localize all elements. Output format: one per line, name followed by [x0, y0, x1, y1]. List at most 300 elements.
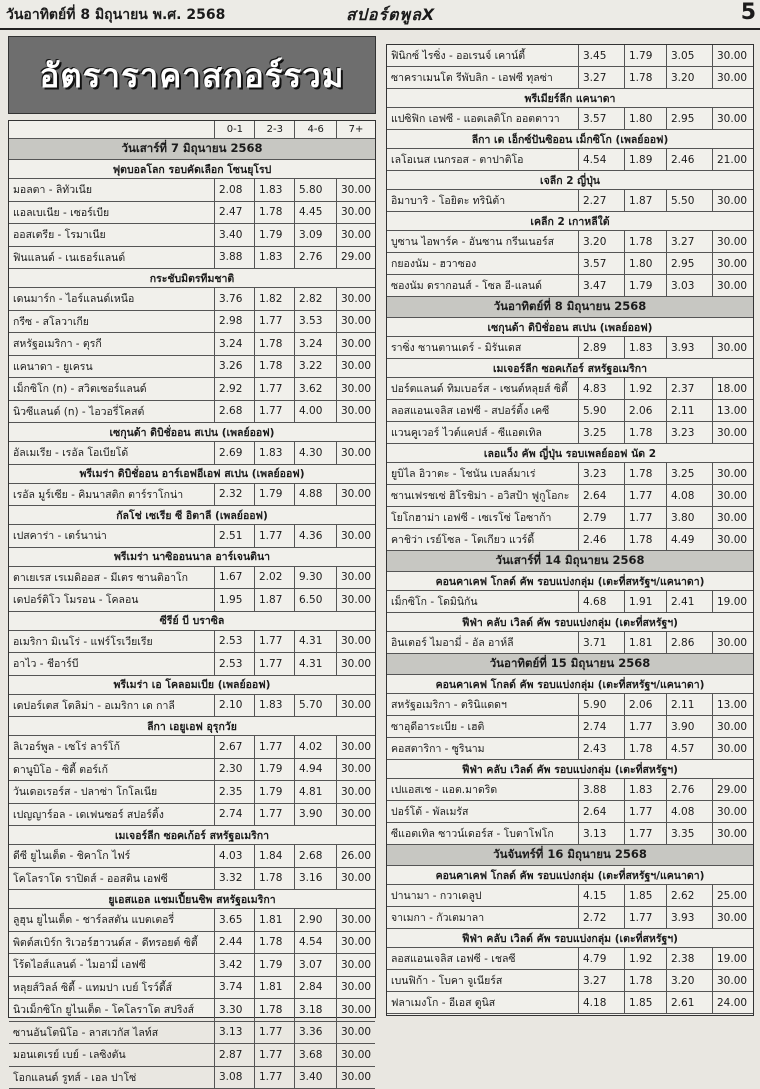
- odds-4-6: 2.62: [667, 885, 713, 906]
- odds-0-1: 4.83: [579, 378, 625, 399]
- match-name: มอลตา - ลิทัวเนีย: [9, 179, 215, 201]
- match-name: เรอัล มูร์เซีย - คิมนาสติก ตาร์ราโกน่า: [9, 484, 215, 506]
- table-row: [387, 190, 753, 212]
- odds-0-1: 5.90: [579, 694, 625, 715]
- odds-7-plus: 30.00: [713, 823, 753, 844]
- odds-2-3: 2.06: [625, 694, 667, 715]
- odds-0-1: 2.43: [579, 738, 625, 759]
- odds-7-plus: 30.00: [337, 202, 375, 224]
- odds-0-1: 2.46: [579, 529, 625, 550]
- odds-7-plus: 30.00: [713, 507, 753, 528]
- odds-7-plus: 21.00: [713, 149, 753, 170]
- table-row: [9, 653, 375, 676]
- table-row: [387, 275, 753, 297]
- column-header-row: [9, 121, 375, 139]
- competition-heading: คอนคาเคฟ โกลด์ คัพ รอบแบ่งกลุ่ม (เตะที่สหรัฐฯ/แคนาดา): [387, 572, 753, 591]
- odds-0-1: 1.95: [215, 589, 255, 611]
- odds-4-6: 3.80: [667, 507, 713, 528]
- match-name: ฟินแลนด์ - เนเธอร์แลนด์: [9, 247, 215, 269]
- match-name: ลอสแอนเจลิส เอฟซี - สปอร์ติ้ง เคซี: [387, 400, 579, 421]
- odds-4-6: 4.02: [295, 736, 337, 758]
- competition-heading: ซีรีย์ บี บราซิล: [9, 612, 375, 631]
- match-name: ยูบิไล อิวาตะ - โชนัน เบลล์มาเร่: [387, 463, 579, 484]
- table-row: [387, 485, 753, 507]
- match-name: เปญญาร์อล - เดเฟนซอร์ สปอร์ติ้ง: [9, 804, 215, 826]
- odds-7-plus: 30.00: [713, 108, 753, 129]
- odds-4-6: 4.00: [295, 401, 337, 423]
- match-name: โร้ดไอส์แลนด์ - ไมอามี่ เอฟซี: [9, 954, 215, 976]
- odds-2-3: 1.77: [255, 401, 295, 423]
- competition-heading: ยูเอสแอล แชมเปี้ยนชิพ สหรัฐอเมริกา: [9, 890, 375, 909]
- odds-7-plus: 30.00: [337, 631, 375, 653]
- competition-heading: ฟีฟ่า คลับ เวิลด์ คัพ รอบแบ่งกลุ่ม (เตะที่สหรัฐฯ): [387, 760, 753, 779]
- odds-7-plus: 30.00: [337, 999, 375, 1021]
- table-row: [387, 694, 753, 716]
- match-name: เปแอสเช - แอต.มาดริด: [387, 779, 579, 800]
- table-row: [9, 781, 375, 804]
- odds-7-plus: 30.00: [713, 275, 753, 296]
- odds-7-plus: 30.00: [713, 485, 753, 506]
- odds-2-3: 1.78: [255, 868, 295, 890]
- day-heading: วันเสาร์ที่ 7 มิถุนายน 2568: [9, 139, 375, 160]
- odds-0-1: 2.79: [579, 507, 625, 528]
- title-banner: [8, 36, 376, 114]
- table-row: [9, 977, 375, 1000]
- odds-2-3: 1.77: [255, 1067, 295, 1089]
- match-name: ปานามา - กวาเดลูป: [387, 885, 579, 906]
- match-name: ปอร์โต้ - พัลเมรัส: [387, 801, 579, 822]
- odds-0-1: 2.74: [215, 804, 255, 826]
- table-row: [9, 1067, 375, 1089]
- match-name: บูซาน ไอพาร์ค - อันซาน กรีนเนอร์ส: [387, 231, 579, 252]
- competition-heading: คอนคาเคฟ โกลด์ คัพ รอบแบ่งกลุ่ม (เตะที่สหรัฐฯ/แคนาดา): [387, 675, 753, 694]
- odds-4-6: 4.94: [295, 759, 337, 781]
- odds-2-3: 1.78: [625, 529, 667, 550]
- match-name: อินเตอร์ ไมอามี่ - อัล อาห์ลี: [387, 632, 579, 653]
- match-name: ปอร์ตแลนด์ ทิมเบอร์ส - เซนต์หลุยส์ ซิตี้: [387, 378, 579, 399]
- match-name: จาเมกา - กัวเตมาลา: [387, 907, 579, 928]
- odds-0-1: 2.67: [215, 736, 255, 758]
- odds-2-3: 1.78: [255, 999, 295, 1021]
- odds-7-plus: 18.00: [713, 378, 753, 399]
- odds-0-1: 4.68: [579, 591, 625, 612]
- odds-7-plus: 30.00: [713, 529, 753, 550]
- match-name: คาชิว่า เรย์โซล - โตเกียว แวร์ดี้: [387, 529, 579, 550]
- odds-4-6: 6.50: [295, 589, 337, 611]
- match-name: ดีซี ยูไนเต็ด - ชิคาโก ไฟร์: [9, 845, 215, 867]
- odds-0-1: 2.53: [215, 631, 255, 653]
- match-name: อัลเมเรีย - เรอัล โอเบียโด้: [9, 442, 215, 464]
- header-4-6: 4-6: [295, 121, 337, 138]
- odds-7-plus: 30.00: [337, 378, 375, 400]
- match-name: อาไว - ชีอาร์บี: [9, 653, 215, 675]
- match-name: แคนาดา - ยูเครน: [9, 356, 215, 378]
- match-name: สหรัฐอเมริกา - ตุรกี: [9, 333, 215, 355]
- odds-0-1: 3.57: [579, 108, 625, 129]
- odds-0-1: 4.18: [579, 992, 625, 1013]
- header-2-3: 2-3: [255, 121, 295, 138]
- odds-0-1: 2.74: [579, 716, 625, 737]
- odds-7-plus: 13.00: [713, 694, 753, 715]
- odds-7-plus: 30.00: [337, 356, 375, 378]
- odds-table-left: [8, 120, 376, 1018]
- odds-2-3: 1.84: [255, 845, 295, 867]
- match-name: มอนเตเรย์ เบย์ - เลซิงตัน: [9, 1044, 215, 1066]
- table-row: [387, 801, 753, 823]
- odds-2-3: 1.79: [255, 954, 295, 976]
- table-row: [387, 45, 753, 67]
- odds-4-6: 3.35: [667, 823, 713, 844]
- odds-4-6: 5.80: [295, 179, 337, 201]
- odds-4-6: 3.23: [667, 422, 713, 443]
- issue-date: วันอาทิตย์ที่ 8 มิถุนายน พ.ศ. 2568: [6, 4, 225, 26]
- odds-2-3: 1.78: [625, 970, 667, 991]
- match-name: กรีซ - สโลวาเกีย: [9, 311, 215, 333]
- odds-2-3: 1.85: [625, 992, 667, 1013]
- match-name: เปสคาร่า - เตร์นาน่า: [9, 525, 215, 547]
- odds-4-6: 3.22: [295, 356, 337, 378]
- odds-0-1: 3.76: [215, 288, 255, 310]
- match-name: ซานเฟรชเซ่ ฮิโรชิม่า - อวิสป้า ฟูกูโอกะ: [387, 485, 579, 506]
- odds-4-6: 3.93: [667, 907, 713, 928]
- odds-0-1: 2.47: [215, 202, 255, 224]
- match-name: เดปอร์เตส โตลิม่า - อเมริกา เด กาลี: [9, 695, 215, 717]
- odds-7-plus: 29.00: [713, 779, 753, 800]
- odds-7-plus: 30.00: [713, 67, 753, 88]
- odds-2-3: 1.77: [625, 716, 667, 737]
- table-row: [9, 567, 375, 590]
- odds-4-6: 3.90: [295, 804, 337, 826]
- table-row: [9, 589, 375, 612]
- table-row: [9, 484, 375, 507]
- odds-7-plus: 30.00: [713, 253, 753, 274]
- table-row: [387, 253, 753, 275]
- match-name: ราซิ่ง ซานตานเดร์ - มิรันเดส: [387, 337, 579, 358]
- odds-4-6: 3.20: [667, 67, 713, 88]
- competition-heading: เซกุนด้า ดิบิชั่ออน สเปน (เพลย์ออฟ): [387, 318, 753, 337]
- odds-2-3: 1.83: [625, 779, 667, 800]
- table-row: [9, 932, 375, 955]
- table-row: [387, 67, 753, 89]
- table-row: [387, 378, 753, 400]
- table-row: [387, 149, 753, 171]
- odds-2-3: 1.92: [625, 948, 667, 969]
- match-name: เม็กซิโก (n) - สวิตเซอร์แลนด์: [9, 378, 215, 400]
- odds-4-6: 3.53: [295, 311, 337, 333]
- odds-4-6: 2.84: [295, 977, 337, 999]
- odds-7-plus: 30.00: [713, 907, 753, 928]
- odds-7-plus: 30.00: [337, 868, 375, 890]
- odds-0-1: 2.89: [579, 337, 625, 358]
- odds-2-3: 1.83: [255, 442, 295, 464]
- match-name: สหรัฐอเมริกา - ตรินิแดดฯ: [387, 694, 579, 715]
- odds-2-3: 1.78: [625, 422, 667, 443]
- match-name: ลิเวอร์พูล - เซโร่ ลาร์โก้: [9, 736, 215, 758]
- match-name: ซีแอตเทิล ซาวน์เดอร์ส - โบตาโฟโก: [387, 823, 579, 844]
- odds-4-6: 2.68: [295, 845, 337, 867]
- odds-7-plus: 30.00: [337, 1022, 375, 1044]
- table-row: [387, 591, 753, 613]
- odds-7-plus: 30.00: [337, 977, 375, 999]
- table-row: [9, 759, 375, 782]
- table-row: [9, 631, 375, 654]
- odds-4-6: 3.36: [295, 1022, 337, 1044]
- competition-heading: เคลีก 2 เกาหลีใต้: [387, 212, 753, 231]
- odds-0-1: 4.54: [579, 149, 625, 170]
- competition-heading: เมเจอร์ลีก ซอคเก้อร์ สหรัฐอเมริกา: [9, 826, 375, 845]
- odds-0-1: 3.13: [215, 1022, 255, 1044]
- table-row: [9, 909, 375, 932]
- odds-4-6: 3.62: [295, 378, 337, 400]
- odds-2-3: 1.83: [255, 179, 295, 201]
- odds-0-1: 3.32: [215, 868, 255, 890]
- odds-0-1: 4.03: [215, 845, 255, 867]
- odds-0-1: 2.30: [215, 759, 255, 781]
- match-name: หลุยส์วิลล์ ซิตี้ - แทมปา เบย์ โรว์ดี้ส์: [9, 977, 215, 999]
- odds-0-1: 2.64: [579, 801, 625, 822]
- odds-0-1: 2.87: [215, 1044, 255, 1066]
- competition-heading: ฟีฟ่า คลับ เวิลด์ คัพ รอบแบ่งกลุ่ม (เตะที่สหรัฐฯ): [387, 929, 753, 948]
- day-heading: วันอาทิตย์ที่ 15 มิถุนายน 2568: [387, 654, 753, 675]
- odds-7-plus: 30.00: [337, 288, 375, 310]
- odds-7-plus: 30.00: [337, 1044, 375, 1066]
- table-row: [387, 948, 753, 970]
- odds-4-6: 4.30: [295, 442, 337, 464]
- odds-7-plus: 30.00: [337, 1067, 375, 1089]
- odds-2-3: 1.87: [625, 190, 667, 211]
- page-header: [0, 0, 760, 30]
- odds-0-1: 3.40: [215, 224, 255, 246]
- odds-2-3: 1.82: [255, 288, 295, 310]
- match-name: ลอสแอนเจลิส เอฟซี - เชลซี: [387, 948, 579, 969]
- table-row: [387, 907, 753, 929]
- odds-0-1: 3.47: [579, 275, 625, 296]
- odds-0-1: 3.23: [579, 463, 625, 484]
- odds-4-6: 3.93: [667, 337, 713, 358]
- table-row: [9, 804, 375, 827]
- odds-4-6: 5.70: [295, 695, 337, 717]
- table-row: [9, 224, 375, 247]
- odds-4-6: 3.68: [295, 1044, 337, 1066]
- odds-2-3: 1.91: [625, 591, 667, 612]
- table-row: [9, 954, 375, 977]
- match-name: ฟลาเมงโก - อีเอส ตูนิส: [387, 992, 579, 1013]
- odds-7-plus: 30.00: [337, 695, 375, 717]
- table-row: [387, 529, 753, 551]
- odds-4-6: 3.18: [295, 999, 337, 1021]
- table-row: [9, 179, 375, 202]
- odds-0-1: 2.92: [215, 378, 255, 400]
- odds-7-plus: 30.00: [337, 653, 375, 675]
- odds-0-1: 2.10: [215, 695, 255, 717]
- odds-4-6: 4.57: [667, 738, 713, 759]
- odds-0-1: 2.32: [215, 484, 255, 506]
- odds-0-1: 3.71: [579, 632, 625, 653]
- odds-0-1: 5.90: [579, 400, 625, 421]
- odds-2-3: 1.79: [255, 484, 295, 506]
- odds-4-6: 4.88: [295, 484, 337, 506]
- table-row: [387, 779, 753, 801]
- odds-7-plus: 30.00: [713, 45, 753, 66]
- match-name: ซาคราเมนโต รีพับลิก - เอฟซี ทุลซ่า: [387, 67, 579, 88]
- competition-heading: ลีกา เอยูเอฟ อุรุกวัย: [9, 717, 375, 736]
- header-0-1: 0-1: [215, 121, 255, 138]
- odds-0-1: 2.53: [215, 653, 255, 675]
- odds-2-3: 1.78: [625, 231, 667, 252]
- odds-2-3: 1.85: [625, 885, 667, 906]
- odds-2-3: 1.80: [625, 253, 667, 274]
- match-name: อิมาบาริ - โอยิตะ ทรินิต้า: [387, 190, 579, 211]
- match-name: โยโกฮาม่า เอฟซี - เซเรโซ่ โอซาก้า: [387, 507, 579, 528]
- odds-4-6: 4.36: [295, 525, 337, 547]
- table-row: [387, 632, 753, 654]
- match-name: เม็กซิโก - โดมินิกัน: [387, 591, 579, 612]
- odds-4-6: 2.38: [667, 948, 713, 969]
- odds-4-6: 3.09: [295, 224, 337, 246]
- competition-heading: คอนคาเคฟ โกลด์ คัพ รอบแบ่งกลุ่ม (เตะที่สหรัฐฯ/แคนาดา): [387, 866, 753, 885]
- competition-heading: ฟีฟ่า คลับ เวิลด์ คัพ รอบแบ่งกลุ่ม (เตะที่สหรัฐฯ): [387, 613, 753, 632]
- odds-2-3: 1.83: [625, 337, 667, 358]
- odds-2-3: 1.77: [255, 1044, 295, 1066]
- odds-2-3: 1.79: [255, 781, 295, 803]
- odds-4-6: 2.46: [667, 149, 713, 170]
- table-row: [387, 823, 753, 845]
- odds-4-6: 3.25: [667, 463, 713, 484]
- day-heading: วันเสาร์ที่ 14 มิถุนายน 2568: [387, 551, 753, 572]
- odds-2-3: 1.77: [255, 653, 295, 675]
- odds-2-3: 1.79: [625, 275, 667, 296]
- odds-0-1: 2.72: [579, 907, 625, 928]
- odds-7-plus: 30.00: [337, 484, 375, 506]
- header-spacer: [9, 121, 215, 138]
- odds-4-6: 2.90: [295, 909, 337, 931]
- odds-7-plus: 30.00: [713, 422, 753, 443]
- odds-2-3: 1.78: [255, 356, 295, 378]
- table-row: [387, 463, 753, 485]
- odds-2-3: 1.77: [625, 801, 667, 822]
- odds-2-3: 1.79: [255, 759, 295, 781]
- odds-4-6: 3.16: [295, 868, 337, 890]
- table-row: [387, 738, 753, 760]
- odds-7-plus: 30.00: [337, 179, 375, 201]
- odds-2-3: 1.78: [255, 333, 295, 355]
- odds-2-3: 1.77: [255, 311, 295, 333]
- match-name: กยองนัม - ฮวาซอง: [387, 253, 579, 274]
- odds-0-1: 2.27: [579, 190, 625, 211]
- odds-7-plus: 30.00: [713, 190, 753, 211]
- odds-7-plus: 19.00: [713, 591, 753, 612]
- competition-heading: เจลีก 2 ญี่ปุ่น: [387, 171, 753, 190]
- odds-7-plus: 30.00: [713, 463, 753, 484]
- odds-2-3: 2.06: [625, 400, 667, 421]
- odds-0-1: 2.64: [579, 485, 625, 506]
- odds-4-6: 3.24: [295, 333, 337, 355]
- odds-0-1: 3.20: [579, 231, 625, 252]
- odds-0-1: 3.65: [215, 909, 255, 931]
- match-name: เดปอร์ติโว โมรอน - โคลอน: [9, 589, 215, 611]
- match-name: ซาอุดีอาระเบีย - เฮติ: [387, 716, 579, 737]
- odds-7-plus: 30.00: [337, 525, 375, 547]
- table-row: [387, 231, 753, 253]
- match-name: นิวซีแลนด์ (n) - ไอวอรี่โคสต์: [9, 401, 215, 423]
- odds-7-plus: 19.00: [713, 948, 753, 969]
- odds-7-plus: 30.00: [337, 224, 375, 246]
- odds-2-3: 1.78: [625, 67, 667, 88]
- table-row: [387, 337, 753, 359]
- odds-2-3: 1.77: [625, 507, 667, 528]
- odds-0-1: 3.45: [579, 45, 625, 66]
- odds-4-6: 2.95: [667, 108, 713, 129]
- odds-7-plus: 30.00: [337, 736, 375, 758]
- match-name: เดนมาร์ก - ไอร์แลนด์เหนือ: [9, 288, 215, 310]
- match-name: แปซิฟิก เอฟซี - แอตเลติโก ออตตาวา: [387, 108, 579, 129]
- odds-7-plus: 24.00: [713, 992, 753, 1013]
- odds-7-plus: 30.00: [337, 954, 375, 976]
- match-name: เบนฟิก้า - โบคา จูเนียร์ส: [387, 970, 579, 991]
- odds-2-3: 2.02: [255, 567, 295, 589]
- competition-heading: เมเจอร์ลีก ซอคเก้อร์ สหรัฐอเมริกา: [387, 359, 753, 378]
- odds-2-3: 1.77: [625, 485, 667, 506]
- odds-2-3: 1.78: [255, 932, 295, 954]
- odds-7-plus: 30.00: [713, 231, 753, 252]
- table-row: [387, 970, 753, 992]
- odds-4-6: 4.31: [295, 653, 337, 675]
- odds-7-plus: 30.00: [337, 333, 375, 355]
- odds-7-plus: 29.00: [337, 247, 375, 269]
- competition-heading: เลอแว็ง คัพ ญี่ปุ่น รอบเพลย์ออฟ นัด 2: [387, 444, 753, 463]
- odds-0-1: 2.98: [215, 311, 255, 333]
- match-name: วันเดอเรอร์ส - ปลาซ่า โกโลเนีย: [9, 781, 215, 803]
- table-row: [9, 868, 375, 891]
- table-row: [9, 1044, 375, 1067]
- odds-2-3: 1.77: [625, 907, 667, 928]
- odds-7-plus: 25.00: [713, 885, 753, 906]
- odds-0-1: 2.35: [215, 781, 255, 803]
- odds-0-1: 2.44: [215, 932, 255, 954]
- odds-2-3: 1.83: [255, 247, 295, 269]
- odds-0-1: 3.88: [215, 247, 255, 269]
- odds-0-1: 3.27: [579, 67, 625, 88]
- table-row: [9, 736, 375, 759]
- odds-4-6: 3.20: [667, 970, 713, 991]
- odds-4-6: 2.11: [667, 400, 713, 421]
- odds-2-3: 1.80: [625, 108, 667, 129]
- odds-0-1: 2.68: [215, 401, 255, 423]
- table-row: [387, 992, 753, 1014]
- table-row: [9, 1022, 375, 1045]
- odds-7-plus: 30.00: [337, 781, 375, 803]
- competition-heading: เซกุนด้า ดิบิชั่ออน สเปน (เพลย์ออฟ): [9, 423, 375, 442]
- odds-4-6: 3.07: [295, 954, 337, 976]
- odds-0-1: 1.67: [215, 567, 255, 589]
- odds-4-6: 3.05: [667, 45, 713, 66]
- odds-7-plus: 26.00: [337, 845, 375, 867]
- odds-4-6: 2.82: [295, 288, 337, 310]
- odds-4-6: 2.41: [667, 591, 713, 612]
- odds-4-6: 5.50: [667, 190, 713, 211]
- odds-0-1: 3.26: [215, 356, 255, 378]
- odds-7-plus: 30.00: [713, 801, 753, 822]
- odds-7-plus: 30.00: [337, 589, 375, 611]
- odds-2-3: 1.77: [255, 736, 295, 758]
- odds-0-1: 3.13: [579, 823, 625, 844]
- odds-7-plus: 30.00: [713, 970, 753, 991]
- odds-7-plus: 30.00: [337, 909, 375, 931]
- table-row: [9, 288, 375, 311]
- odds-4-6: 2.76: [295, 247, 337, 269]
- odds-2-3: 1.77: [255, 378, 295, 400]
- odds-2-3: 1.92: [625, 378, 667, 399]
